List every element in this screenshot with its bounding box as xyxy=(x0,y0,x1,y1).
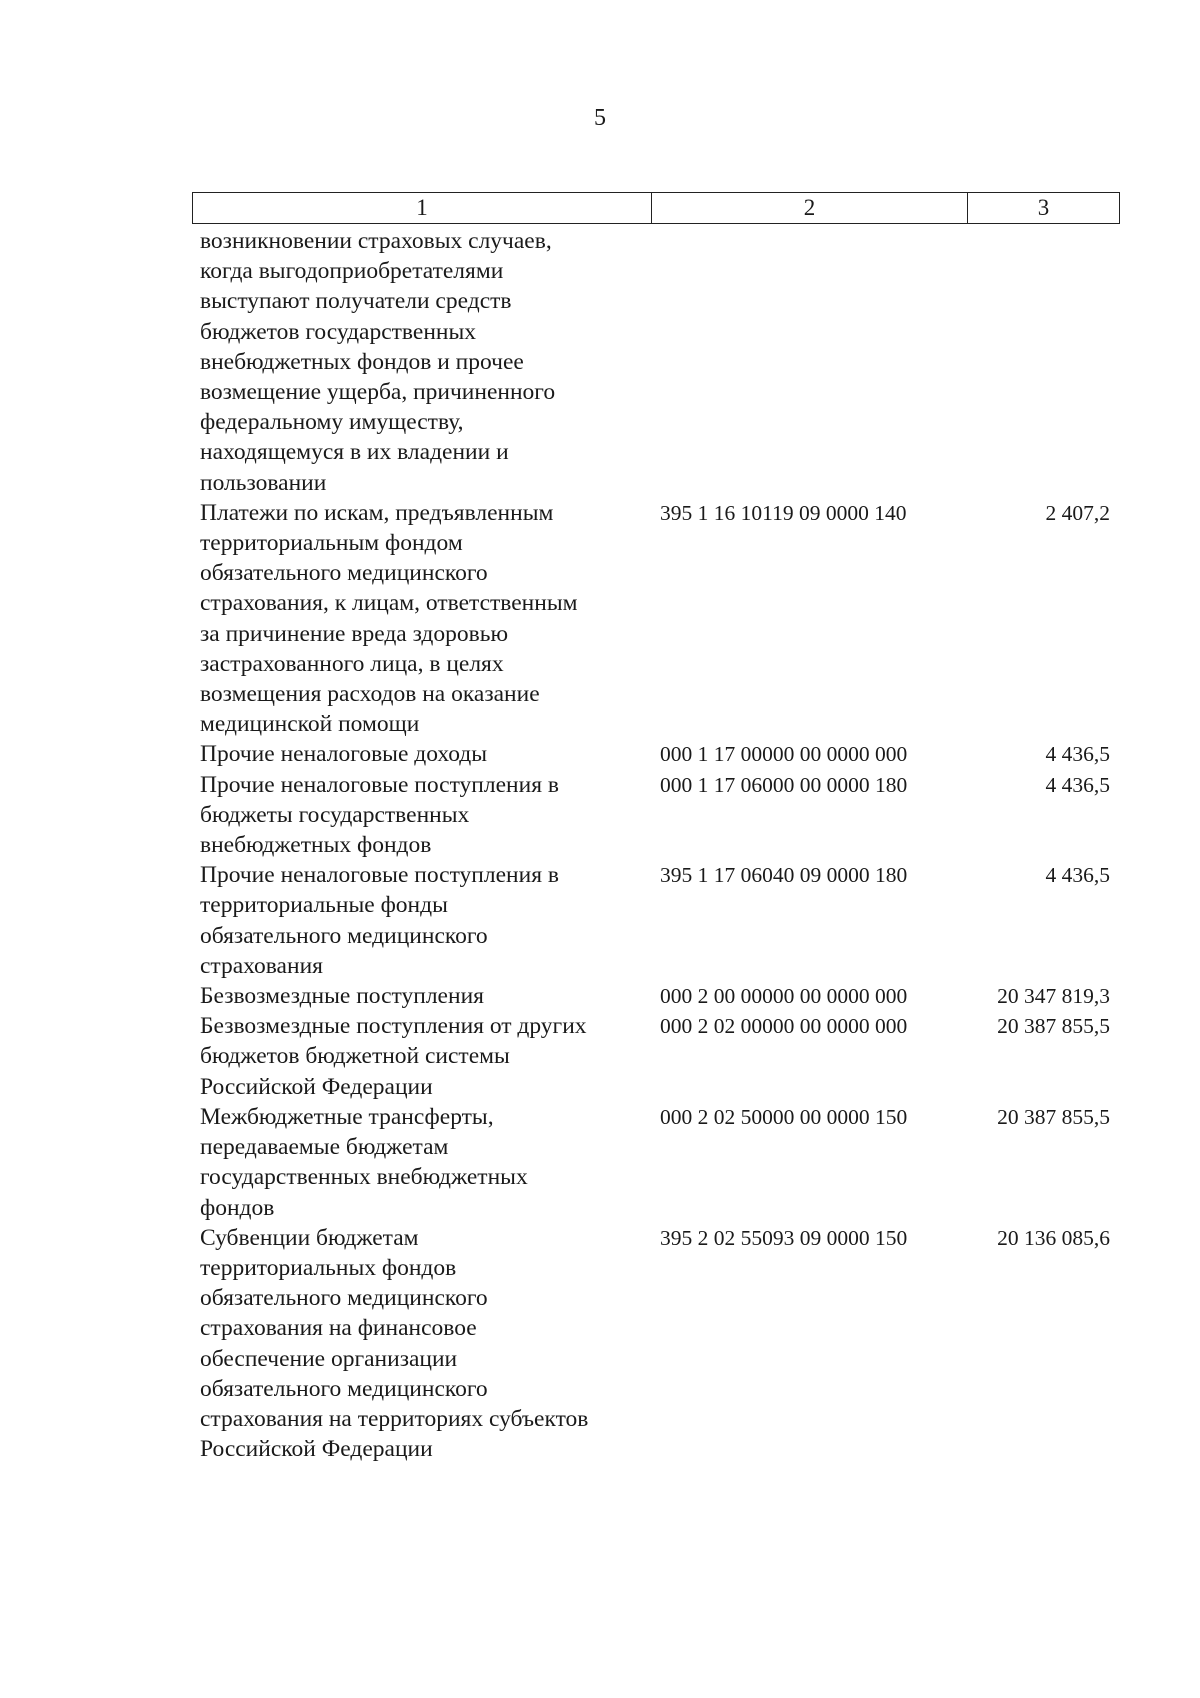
row-name: Прочие неналоговые доходы xyxy=(200,741,488,768)
table-header-col2: 2 xyxy=(652,193,968,223)
table-row xyxy=(0,1223,1200,1465)
row-name: Межбюджетные трансферты, передаваемые бюджетам государственных внебюджетных фондов xyxy=(200,1103,528,1221)
row-amount: 20 387 855,5 xyxy=(997,1014,1110,1039)
row-amount: 20 347 819,3 xyxy=(997,984,1110,1009)
table-row xyxy=(0,770,1200,861)
table-row xyxy=(0,498,1200,740)
row-amount: 20 387 855,5 xyxy=(997,1104,1110,1129)
row-amount: 4 436,5 xyxy=(1045,863,1110,888)
row-code: 395 1 17 06040 09 0000 180 xyxy=(660,863,908,888)
row-name: Безвозмездные поступления от других бюджетов бюджетной системы Российской Федерации xyxy=(200,1013,587,1100)
table-row xyxy=(0,226,1200,498)
page-number: 5 xyxy=(594,105,606,131)
row-name: Безвозмездные поступления xyxy=(200,983,484,1010)
row-name: Прочие неналоговые поступления в территориальные фонды обязательного медицинского страхования xyxy=(200,862,559,979)
row-name: Прочие неналоговые поступления в бюджеты государственных внебюджетных фондов xyxy=(200,771,559,859)
row-code: 395 2 02 55093 09 0000 150 xyxy=(660,1225,908,1250)
table-row xyxy=(0,981,1200,1011)
table-body xyxy=(0,226,1200,1464)
row-code: 395 1 16 10119 09 0000 140 xyxy=(660,500,907,525)
table-row xyxy=(0,739,1200,769)
row-amount: 4 436,5 xyxy=(1045,772,1110,797)
table-header-col1: 1 xyxy=(193,193,652,223)
row-code: 000 2 00 00000 00 0000 000 xyxy=(660,984,908,1009)
table-header-col3: 3 xyxy=(1037,195,1050,220)
table-row xyxy=(0,860,1200,981)
row-name: Платежи по искам, предъявленным территориальным фондом обязательного медицинского страхования, к лицам, ответственным за причинение вреда здоровью застрахованного лица, в целях возмещения расходов на оказание медицинской помощи xyxy=(200,499,578,738)
table-row xyxy=(0,1102,1200,1223)
row-name: Субвенции бюджетам территориальных фондов обязательного медицинского страхования на финансовое обеспечение организации обязательного медицинского страхования на территориях субъектов Российской Федерации xyxy=(200,1224,589,1463)
table-header xyxy=(192,192,1120,224)
row-code: 000 1 17 00000 00 0000 000 xyxy=(660,742,908,767)
row-amount: 2 407,2 xyxy=(1045,500,1110,525)
row-code: 000 2 02 50000 00 0000 150 xyxy=(660,1104,908,1129)
table-row xyxy=(0,1011,1200,1102)
row-name: возникновении страховых случаев, когда выгодоприобретателями выступают получатели средств бюджетов государственных внебюджетных фондов и прочее возмещение ущерба, причиненного федеральному имуществу, находящемуся в их владении и пользовании xyxy=(200,228,556,496)
row-code: 000 1 17 06000 00 0000 180 xyxy=(660,772,908,797)
row-code: 000 2 02 00000 00 0000 000 xyxy=(660,1014,908,1039)
row-amount: 20 136 085,6 xyxy=(997,1225,1110,1250)
row-amount: 4 436,5 xyxy=(1045,742,1110,767)
